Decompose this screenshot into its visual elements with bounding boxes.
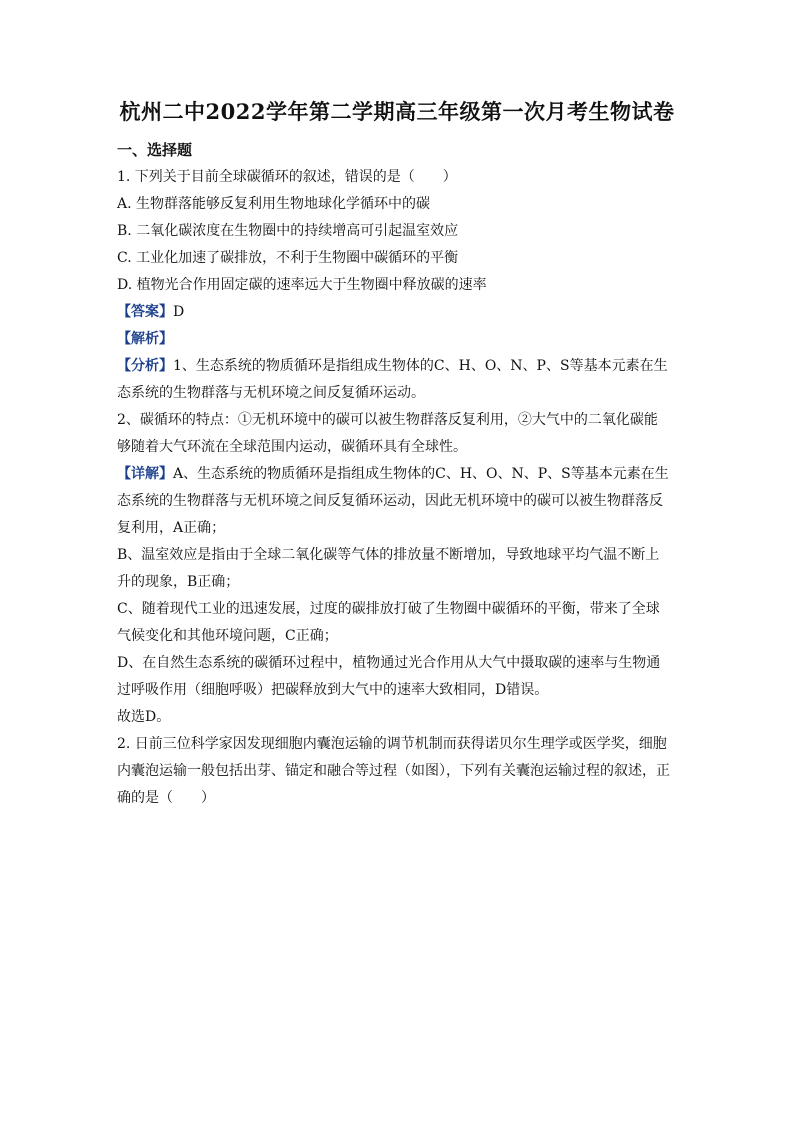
xiangjie-line	[117, 461, 677, 488]
analysis-line	[117, 326, 677, 353]
answer-value: D	[173, 304, 185, 320]
xiangjie-text: A、生态系统的物质循环是指组成生物体的C、H、O、N、P、S等基本元素在生	[173, 466, 669, 482]
fenxi-text: 1、生态系统的物质循环是指组成生物体的C、H、O、N、P、S等基本元素在生	[173, 358, 668, 374]
xiangjie-text-line: 升的现象，B正确；	[117, 574, 240, 590]
question-1-stem: 1. 下列关于目前全球碳循环的叙述，错误的是（ ）	[117, 169, 457, 185]
answer-line	[117, 299, 677, 326]
question-1-option-c: C. 工业化加速了碳排放，不利于生物圈中碳循环的平衡	[117, 250, 459, 266]
xiangjie-text-line: 态系统的生物群落与无机环境之间反复循环运动，因此无机环境中的碳可以被生物群落反	[117, 493, 663, 509]
xiangjie-text-line: D、在自然生态系统的碳循环过程中，植物通过光合作用从大气中摄取碳的速率与生物通	[117, 655, 661, 671]
exam-title: 杭州二中2022学年第二学期高三年级第一次月考生物试卷	[119, 99, 675, 124]
document-body	[117, 137, 677, 812]
fenxi-text-line: 2、碳循环的特点：①无机环境中的碳可以被生物群落反复利用，②大气中的二氧化碳能	[117, 412, 658, 428]
analysis-tag: 【解析】	[117, 331, 173, 347]
xiangjie-text-line: 复利用，A正确；	[117, 520, 226, 536]
fenxi-text-line: 态系统的生物群落与无机环境之间反复循环运动。	[117, 385, 425, 401]
question-2-line: 内囊泡运输一般包括出芽、锚定和融合等过程（如图），下列有关囊泡运输过程的叙述，正	[117, 763, 670, 779]
conclusion-line: 故选D。	[117, 709, 171, 725]
question-2-line: 2. 日前三位科学家因发现细胞内囊泡运输的调节机制而获得诺贝尔生理学或医学奖，细胞	[117, 736, 667, 752]
xiangjie-text-line: B、温室效应是指由于全球二氧化碳等气体的排放量不断增加，导致地球平均气温不断上	[117, 547, 660, 563]
section-heading: 一、选择题	[117, 141, 193, 159]
xiangjie-text-line: 气候变化和其他环境问题，C正确；	[117, 628, 338, 644]
answer-tag: 【答案】	[117, 304, 173, 320]
fenxi-tag: 【分析】	[117, 358, 173, 374]
fenxi-line	[117, 353, 677, 380]
question-1-option-b: B. 二氧化碳浓度在生物圈中的持续增高可引起温室效应	[117, 223, 459, 239]
question-1-option-d: D. 植物光合作用固定碳的速率远大于生物圈中释放碳的速率	[117, 277, 487, 293]
fenxi-text-line: 够随着大气环流在全球范围内运动，碳循环具有全球性。	[117, 439, 467, 455]
xiangjie-tag: 【详解】	[117, 466, 173, 482]
question-2-line: 确的是（ ）	[117, 790, 215, 806]
question-1-option-a: A. 生物群落能够反复利用生物地球化学循环中的碳	[117, 196, 431, 212]
xiangjie-text-line: 过呼吸作用（细胞呼吸）把碳释放到大气中的速率大致相同，D错误。	[117, 682, 549, 698]
xiangjie-text-line: C、随着现代工业的迅速发展，过度的碳排放打破了生物圈中碳循环的平衡，带来了全球	[117, 601, 660, 617]
